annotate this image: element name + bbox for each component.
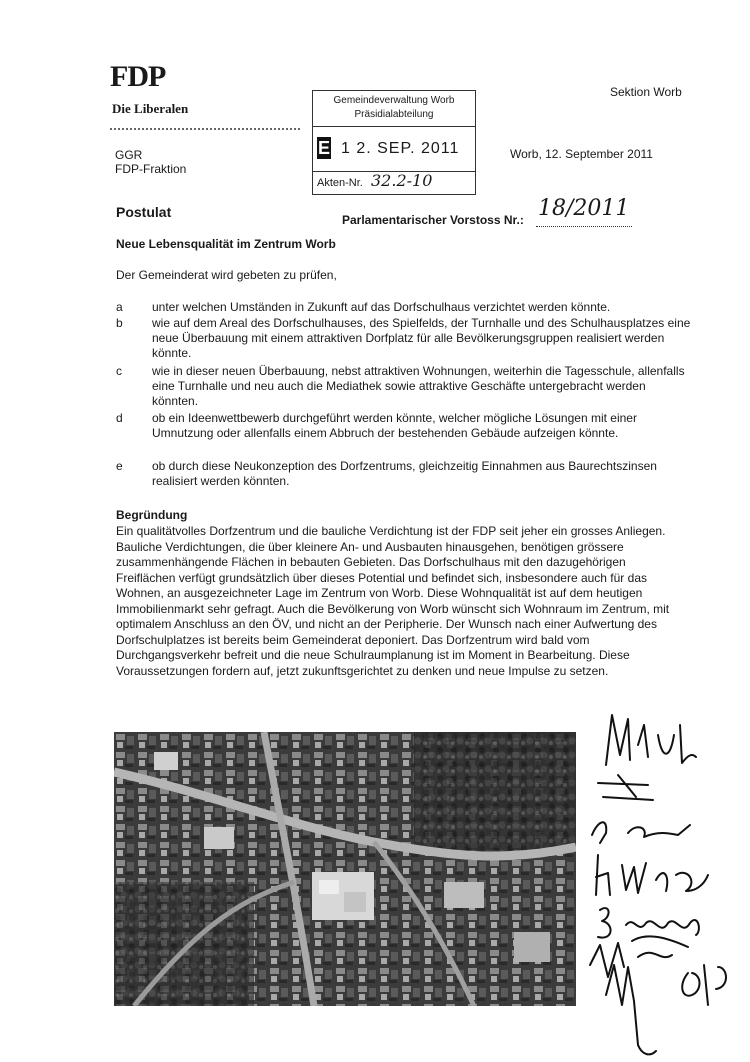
place-date: Worb, 12. September 2011 bbox=[510, 147, 653, 161]
stamp-date: 1 2. SEP. 2011 bbox=[341, 140, 460, 157]
fdp-logo-subtitle: Die Liberalen bbox=[112, 101, 189, 116]
list-item-text: ob ein Ideenwettbewerb durchgeführt werden könnte, welcher mögliche Lösungen mit einer Umnutzung oder allenfalls einem Abbruch der bestehenden Gebäude aufzeigen könnte. bbox=[152, 411, 637, 440]
list-item-letter: c bbox=[116, 364, 122, 378]
reason-heading: Begründung bbox=[116, 508, 188, 522]
signature-1 bbox=[606, 715, 696, 765]
stamp-office: Gemeindeverwaltung Worb bbox=[333, 95, 455, 106]
list-item-text: wie auf dem Areal des Dorfschulhauses, des Spielfelds, der Turnhalle und des Schulhausplatzes eine neue Überbauung mit einem attraktiven Dorfplatz für alle Bevölkerungsgruppen realisiert werden könnte. bbox=[152, 316, 691, 360]
signatures bbox=[578, 705, 748, 1060]
motion-number-underline bbox=[536, 226, 632, 227]
intro-text: Der Gemeinderat wird gebeten zu prüfen, bbox=[116, 268, 337, 282]
fdp-logo: FDP bbox=[110, 60, 166, 93]
logo-divider bbox=[110, 128, 300, 130]
ggr-label: GGR bbox=[115, 148, 143, 162]
stamp-divider bbox=[313, 126, 475, 127]
fraktion-label: FDP-Fraktion bbox=[115, 162, 187, 176]
stamp-letter-mark: E bbox=[317, 138, 330, 158]
list-item-letter: e bbox=[116, 459, 123, 473]
signature-3 bbox=[592, 822, 690, 843]
document-type: Postulat bbox=[116, 204, 172, 220]
stamp-file-label: Akten-Nr. bbox=[317, 177, 363, 189]
list-item-text: unter welchen Umständen in Zukunft auf das Dorfschulhaus verzichtet werden könnte. bbox=[152, 300, 611, 314]
motion-number-label: Parlamentarischer Vorstoss Nr.: bbox=[342, 213, 524, 227]
aerial-photo bbox=[114, 732, 576, 1006]
signature-5 bbox=[598, 908, 699, 938]
list-item-letter: b bbox=[116, 316, 123, 330]
receipt-stamp bbox=[312, 90, 476, 195]
stamp-file-number: 32.2-10 bbox=[371, 171, 433, 190]
list-item-letter: a bbox=[116, 300, 123, 314]
list-item-text: wie in dieser neuen Überbauung, nebst attraktiven Wohnungen, weiterhin die Tagesschule, allenfalls eine Turnhalle und neu auch die Mediathek sowie attraktive Geschäfte untergebracht werden könnten. bbox=[152, 364, 685, 408]
sender-block bbox=[115, 148, 186, 176]
document-subject: Neue Lebensqualität im Zentrum Worb bbox=[116, 237, 336, 251]
signature-2 bbox=[598, 775, 653, 800]
signature-4 bbox=[596, 855, 708, 895]
reason-text: Ein qualitätvolles Dorfzentrum und die bauliche Verdichtung ist der FDP seit jeher ein grosses Anliegen. Bauliche Verdichtungen, die über kleinere An- und Ausbauten hinausgehen, benötigen grössere zusammenhängende Flächen in bebauten Gebieten. Das Dorfschulhaus mit den dazugehörigen Freiflächen verfügt grundsätzlich über dieses Potential und befindet sich, insbesondere auch für das Wohnen, an ausgezeichneter Lage im Zentrum von Worb. Diese Wohnqualität ist auf dem heutigen Immobilienmarkt sehr gefragt. Auch die Bevölkerung von Worb wünscht sich Wohnraum im Zentrum, mit optimalem Anschluss an den ÖV, und nicht an der Peripherie. Der Wunsch nach einer Aufwertung des Dorfschulplatzes ist bereits beim Gemeinderat deponiert. Das Dorfzentrum wird bald vom Durchgangsverkehr befreit und die neue Schulraumplanung ist im Moment in Bearbeitung. Diese Voraussetzungen fordern auf, jetzt zukunftsgerichtet zu denken und neue Impulse zu setzen. bbox=[116, 524, 670, 678]
signature-6 bbox=[590, 936, 688, 1054]
list-item-text: ob durch diese Neukonzeption des Dorfzentrums, gleichzeitig Einnahmen aus Baurechtszinsen realisiert werden könnten. bbox=[152, 459, 657, 488]
motion-number: 18/2011 bbox=[538, 196, 630, 221]
list-item-letter: d bbox=[116, 411, 123, 425]
section-label: Sektion Worb bbox=[610, 85, 682, 99]
stamp-department: Präsidialabteilung bbox=[354, 109, 434, 120]
signature-7 bbox=[682, 965, 726, 1005]
